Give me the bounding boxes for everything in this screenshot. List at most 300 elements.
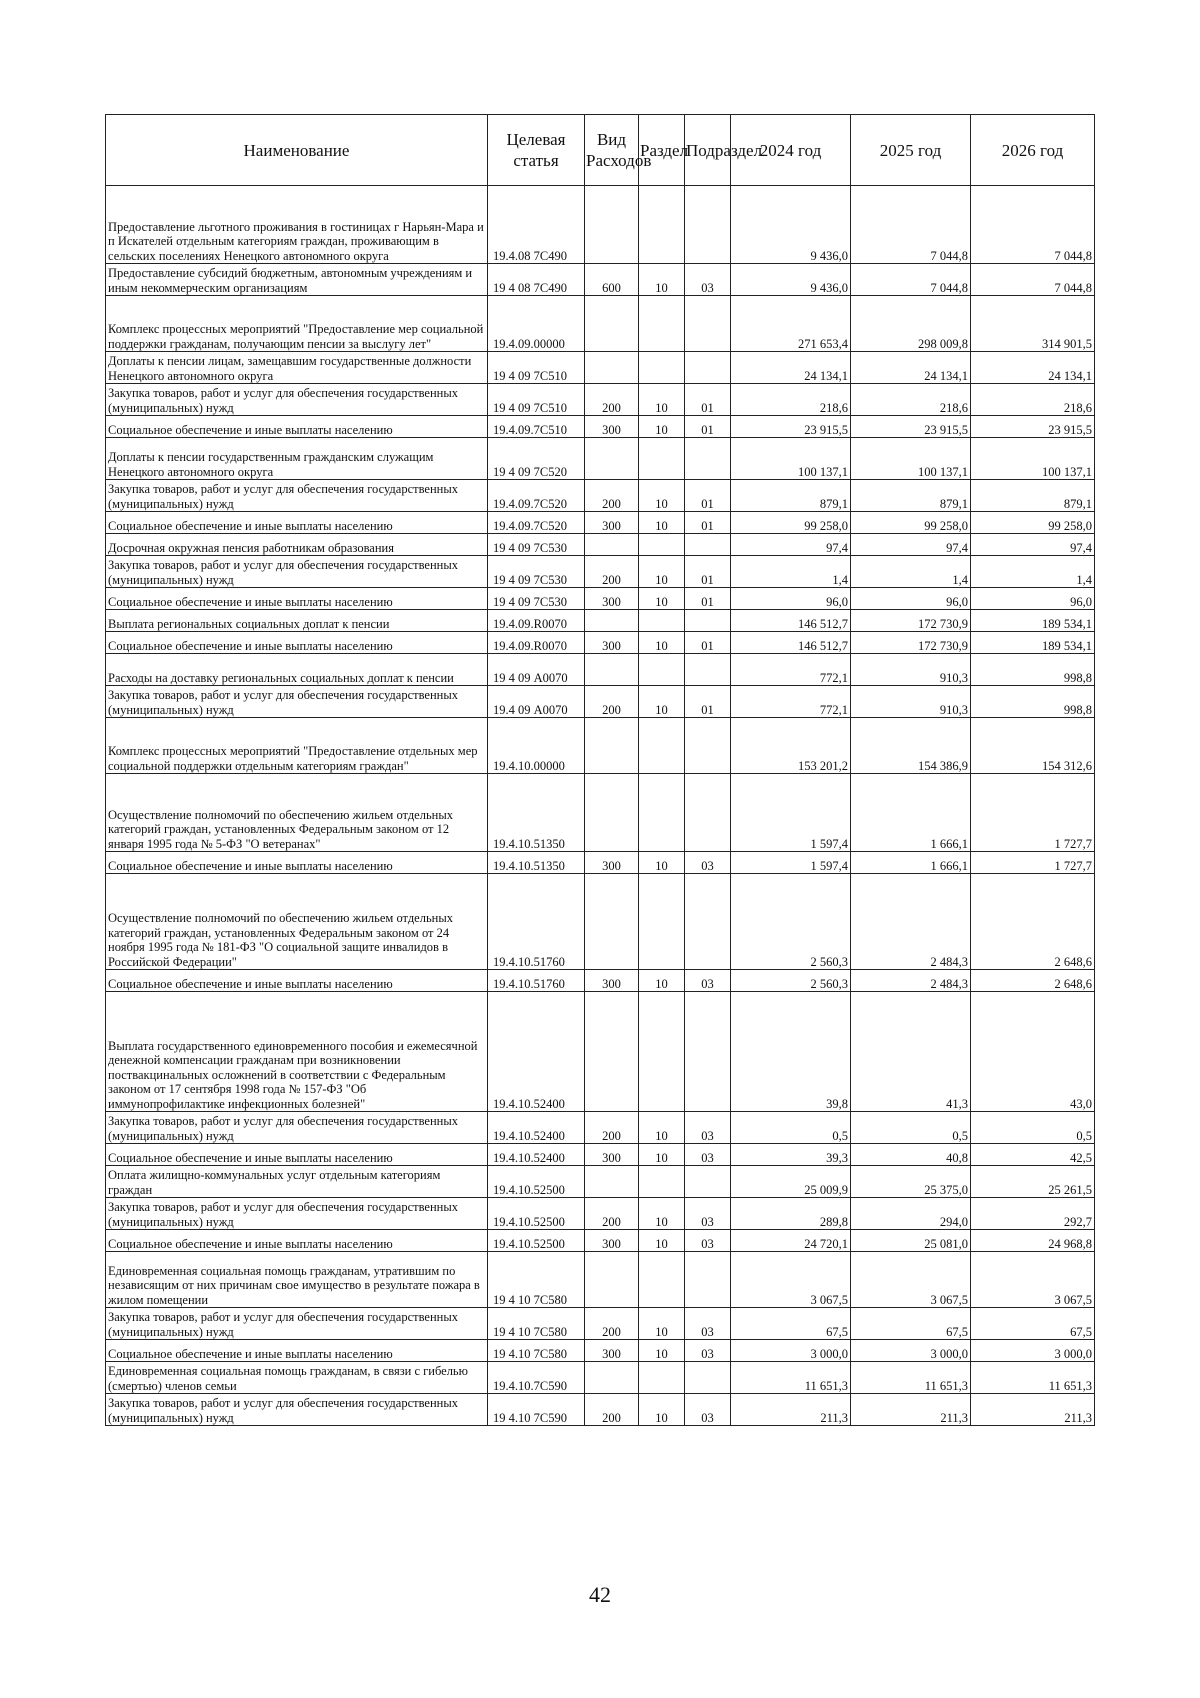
row-section-cell xyxy=(639,534,685,556)
row-section-cell: 10 xyxy=(639,970,685,992)
row-value-2025-cell: 172 730,9 xyxy=(851,610,971,632)
row-value-2026-cell: 43,0 xyxy=(971,992,1095,1112)
row-target-article-cell: 19 4 09 7С510 xyxy=(488,352,585,384)
row-value-2024-cell: 879,1 xyxy=(731,480,851,512)
table-row xyxy=(106,852,1095,874)
header-subsection: Подраздел xyxy=(685,115,731,186)
row-target-article-cell: 19.4.10.51760 xyxy=(488,970,585,992)
row-subsection-cell xyxy=(685,186,731,264)
row-value-2024-cell: 99 258,0 xyxy=(731,512,851,534)
row-section-cell: 10 xyxy=(639,556,685,588)
row-value-2024-cell: 153 201,2 xyxy=(731,718,851,774)
row-section-cell: 10 xyxy=(639,1230,685,1252)
table-row xyxy=(106,416,1095,438)
row-target-article-cell: 19.4.10.52400 xyxy=(488,992,585,1112)
row-subsection-cell: 03 xyxy=(685,1198,731,1230)
row-name-cell: Доплаты к пенсии государственным гражданским служащим Ненецкого автономного округа xyxy=(106,438,488,480)
row-target-article-cell: 19.4.10.51350 xyxy=(488,774,585,852)
row-value-2026-cell: 2 648,6 xyxy=(971,874,1095,970)
row-expense-type-cell xyxy=(585,654,639,686)
row-subsection-cell: 01 xyxy=(685,686,731,718)
row-name-cell: Комплекс процессных мероприятий "Предоставление мер социальной поддержки гражданам, получающим пенсии за выслугу лет" xyxy=(106,296,488,352)
row-value-2026-cell: 2 648,6 xyxy=(971,970,1095,992)
row-name-cell: Досрочная окружная пенсия работникам образования xyxy=(106,534,488,556)
row-value-2025-cell: 298 009,8 xyxy=(851,296,971,352)
row-section-cell: 10 xyxy=(639,416,685,438)
row-value-2025-cell: 97,4 xyxy=(851,534,971,556)
row-name-cell: Социальное обеспечение и иные выплаты населению xyxy=(106,512,488,534)
table-row xyxy=(106,1144,1095,1166)
row-value-2024-cell: 2 560,3 xyxy=(731,970,851,992)
row-expense-type-cell: 300 xyxy=(585,1144,639,1166)
row-value-2025-cell: 211,3 xyxy=(851,1394,971,1426)
row-section-cell xyxy=(639,774,685,852)
row-name-cell: Закупка товаров, работ и услуг для обеспечения государственных (муниципальных) нужд xyxy=(106,686,488,718)
row-section-cell: 10 xyxy=(639,632,685,654)
row-value-2025-cell: 910,3 xyxy=(851,686,971,718)
row-target-article-cell: 19 4 10 7С580 xyxy=(488,1308,585,1340)
row-value-2026-cell: 0,5 xyxy=(971,1112,1095,1144)
table-row xyxy=(106,438,1095,480)
row-target-article-cell: 19.4.10.52500 xyxy=(488,1166,585,1198)
row-subsection-cell xyxy=(685,438,731,480)
row-value-2024-cell: 23 915,5 xyxy=(731,416,851,438)
row-value-2026-cell: 7 044,8 xyxy=(971,264,1095,296)
row-section-cell: 10 xyxy=(639,1340,685,1362)
row-target-article-cell: 19 4 09 А0070 xyxy=(488,654,585,686)
row-name-cell: Социальное обеспечение и иные выплаты населению xyxy=(106,588,488,610)
table-row xyxy=(106,1362,1095,1394)
row-name-cell: Социальное обеспечение и иные выплаты населению xyxy=(106,852,488,874)
row-name-cell: Социальное обеспечение и иные выплаты населению xyxy=(106,416,488,438)
row-name-cell: Закупка товаров, работ и услуг для обеспечения государственных (муниципальных) нужд xyxy=(106,480,488,512)
row-section-cell: 10 xyxy=(639,264,685,296)
row-value-2024-cell: 2 560,3 xyxy=(731,874,851,970)
row-subsection-cell xyxy=(685,1362,731,1394)
row-section-cell: 10 xyxy=(639,1394,685,1426)
row-target-article-cell: 19 4.10 7С590 xyxy=(488,1394,585,1426)
row-target-article-cell: 19 4 10 7С580 xyxy=(488,1252,585,1308)
row-section-cell xyxy=(639,874,685,970)
row-subsection-cell: 01 xyxy=(685,556,731,588)
row-section-cell: 10 xyxy=(639,1112,685,1144)
row-subsection-cell xyxy=(685,774,731,852)
row-value-2024-cell: 218,6 xyxy=(731,384,851,416)
row-target-article-cell: 19.4.09.00000 xyxy=(488,296,585,352)
row-section-cell: 10 xyxy=(639,1308,685,1340)
row-section-cell: 10 xyxy=(639,686,685,718)
row-value-2025-cell: 2 484,3 xyxy=(851,874,971,970)
row-target-article-cell: 19.4.10.51760 xyxy=(488,874,585,970)
row-target-article-cell: 19.4.09.R0070 xyxy=(488,610,585,632)
row-value-2024-cell: 211,3 xyxy=(731,1394,851,1426)
row-target-article-cell: 19.4.09.R0070 xyxy=(488,632,585,654)
row-value-2025-cell: 172 730,9 xyxy=(851,632,971,654)
row-subsection-cell: 03 xyxy=(685,1340,731,1362)
table-row xyxy=(106,1340,1095,1362)
row-target-article-cell: 19.4.10.00000 xyxy=(488,718,585,774)
table-row xyxy=(106,588,1095,610)
table-body xyxy=(106,186,1095,1426)
row-value-2024-cell: 24 720,1 xyxy=(731,1230,851,1252)
row-target-article-cell: 19 4 09 7С510 xyxy=(488,384,585,416)
table-row xyxy=(106,384,1095,416)
row-value-2025-cell: 154 386,9 xyxy=(851,718,971,774)
budget-table xyxy=(105,114,1095,1426)
table-row xyxy=(106,874,1095,970)
row-value-2024-cell: 1 597,4 xyxy=(731,852,851,874)
row-value-2025-cell: 23 915,5 xyxy=(851,416,971,438)
row-expense-type-cell xyxy=(585,774,639,852)
row-section-cell xyxy=(639,992,685,1112)
row-value-2024-cell: 0,5 xyxy=(731,1112,851,1144)
row-section-cell xyxy=(639,438,685,480)
table-row xyxy=(106,632,1095,654)
row-name-cell: Выплата государственного единовременного пособия и ежемесячной денежной компенсации гражданам при возникновении поствакцинальных осложнений в соответствии с Федеральным законом от 17 сентября 1998 года № 157-ФЗ "Об иммунопрофилактике инфекционных болезней" xyxy=(106,992,488,1112)
row-value-2024-cell: 3 067,5 xyxy=(731,1252,851,1308)
row-expense-type-cell xyxy=(585,1252,639,1308)
row-value-2026-cell: 97,4 xyxy=(971,534,1095,556)
row-target-article-cell: 19.4.10.52500 xyxy=(488,1230,585,1252)
row-section-cell: 10 xyxy=(639,852,685,874)
row-name-cell: Закупка товаров, работ и услуг для обеспечения государственных (муниципальных) нужд xyxy=(106,1394,488,1426)
row-value-2026-cell: 189 534,1 xyxy=(971,610,1095,632)
row-value-2026-cell: 99 258,0 xyxy=(971,512,1095,534)
row-value-2025-cell: 41,3 xyxy=(851,992,971,1112)
row-value-2026-cell: 211,3 xyxy=(971,1394,1095,1426)
row-subsection-cell: 03 xyxy=(685,264,731,296)
row-name-cell: Закупка товаров, работ и услуг для обеспечения государственных (муниципальных) нужд xyxy=(106,556,488,588)
header-year-2024: 2024 год xyxy=(731,115,851,186)
row-value-2024-cell: 25 009,9 xyxy=(731,1166,851,1198)
row-value-2026-cell: 218,6 xyxy=(971,384,1095,416)
row-subsection-cell: 03 xyxy=(685,1144,731,1166)
row-section-cell: 10 xyxy=(639,384,685,416)
row-value-2026-cell: 154 312,6 xyxy=(971,718,1095,774)
row-target-article-cell: 19 4 09 7С530 xyxy=(488,556,585,588)
row-expense-type-cell xyxy=(585,718,639,774)
row-value-2026-cell: 189 534,1 xyxy=(971,632,1095,654)
row-expense-type-cell xyxy=(585,992,639,1112)
row-name-cell: Единовременная социальная помощь гражданам, утратившим по независящим от них причинам свое имущество в результате пожара в жилом помещении xyxy=(106,1252,488,1308)
row-value-2024-cell: 146 512,7 xyxy=(731,610,851,632)
row-target-article-cell: 19.4.10.52400 xyxy=(488,1112,585,1144)
row-expense-type-cell xyxy=(585,438,639,480)
row-expense-type-cell: 300 xyxy=(585,1340,639,1362)
row-name-cell: Закупка товаров, работ и услуг для обеспечения государственных (муниципальных) нужд xyxy=(106,384,488,416)
row-value-2026-cell: 1 727,7 xyxy=(971,852,1095,874)
row-value-2026-cell: 42,5 xyxy=(971,1144,1095,1166)
row-expense-type-cell xyxy=(585,296,639,352)
row-value-2026-cell: 1 727,7 xyxy=(971,774,1095,852)
row-subsection-cell: 01 xyxy=(685,588,731,610)
budget-table-sheet xyxy=(105,114,1094,1426)
row-value-2024-cell: 9 436,0 xyxy=(731,186,851,264)
row-subsection-cell: 03 xyxy=(685,1230,731,1252)
row-value-2025-cell: 11 651,3 xyxy=(851,1362,971,1394)
row-subsection-cell xyxy=(685,534,731,556)
row-target-article-cell: 19.4.10.51350 xyxy=(488,852,585,874)
row-name-cell: Социальное обеспечение и иные выплаты населению xyxy=(106,632,488,654)
row-value-2024-cell: 289,8 xyxy=(731,1198,851,1230)
row-section-cell xyxy=(639,1362,685,1394)
row-value-2025-cell: 910,3 xyxy=(851,654,971,686)
row-value-2024-cell: 11 651,3 xyxy=(731,1362,851,1394)
row-name-cell: Расходы на доставку региональных социальных доплат к пенсии xyxy=(106,654,488,686)
row-value-2025-cell: 24 134,1 xyxy=(851,352,971,384)
row-section-cell: 10 xyxy=(639,1198,685,1230)
table-row xyxy=(106,480,1095,512)
row-subsection-cell: 03 xyxy=(685,1308,731,1340)
row-value-2026-cell: 96,0 xyxy=(971,588,1095,610)
row-subsection-cell xyxy=(685,352,731,384)
row-expense-type-cell xyxy=(585,1362,639,1394)
row-expense-type-cell: 200 xyxy=(585,1394,639,1426)
table-row xyxy=(106,992,1095,1112)
row-value-2025-cell: 25 081,0 xyxy=(851,1230,971,1252)
row-section-cell xyxy=(639,296,685,352)
row-expense-type-cell: 200 xyxy=(585,1112,639,1144)
row-subsection-cell xyxy=(685,992,731,1112)
row-value-2024-cell: 1 597,4 xyxy=(731,774,851,852)
table-row xyxy=(106,774,1095,852)
table-row xyxy=(106,352,1095,384)
row-expense-type-cell: 300 xyxy=(585,588,639,610)
table-row xyxy=(106,970,1095,992)
table-row xyxy=(106,512,1095,534)
row-value-2024-cell: 100 137,1 xyxy=(731,438,851,480)
table-row xyxy=(106,610,1095,632)
header-year-2026: 2026 год xyxy=(971,115,1095,186)
row-subsection-cell: 01 xyxy=(685,512,731,534)
row-name-cell: Социальное обеспечение и иные выплаты населению xyxy=(106,1340,488,1362)
row-subsection-cell: 03 xyxy=(685,852,731,874)
row-expense-type-cell: 300 xyxy=(585,852,639,874)
row-target-article-cell: 19 4 09 7С530 xyxy=(488,588,585,610)
row-value-2026-cell: 292,7 xyxy=(971,1198,1095,1230)
row-section-cell xyxy=(639,718,685,774)
table-row xyxy=(106,1230,1095,1252)
row-name-cell: Единовременная социальная помощь гражданам, в связи с гибелью (смертью) членов семьи xyxy=(106,1362,488,1394)
row-name-cell: Закупка товаров, работ и услуг для обеспечения государственных (муниципальных) нужд xyxy=(106,1308,488,1340)
table-row xyxy=(106,1394,1095,1426)
row-target-article-cell: 19.4.09.7С520 xyxy=(488,480,585,512)
row-target-article-cell: 19.4.10.52500 xyxy=(488,1198,585,1230)
row-value-2026-cell: 24 134,1 xyxy=(971,352,1095,384)
row-value-2025-cell: 294,0 xyxy=(851,1198,971,1230)
row-name-cell: Закупка товаров, работ и услуг для обеспечения государственных (муниципальных) нужд xyxy=(106,1198,488,1230)
row-target-article-cell: 19.4.09.7С520 xyxy=(488,512,585,534)
row-subsection-cell xyxy=(685,1166,731,1198)
row-value-2024-cell: 96,0 xyxy=(731,588,851,610)
row-target-article-cell: 19.4 09 А0070 xyxy=(488,686,585,718)
header-name: Наименование xyxy=(106,115,488,186)
row-expense-type-cell: 300 xyxy=(585,512,639,534)
row-expense-type-cell: 200 xyxy=(585,384,639,416)
row-value-2024-cell: 24 134,1 xyxy=(731,352,851,384)
row-name-cell: Предоставление льготного проживания в гостиницах г Нарьян-Мара и п Искателей отдельным категориям граждан, проживающим в сельских поселениях Ненецкого автономного округа xyxy=(106,186,488,264)
row-target-article-cell: 19 4 09 7С520 xyxy=(488,438,585,480)
row-subsection-cell: 03 xyxy=(685,970,731,992)
row-value-2026-cell: 1,4 xyxy=(971,556,1095,588)
header-expense-type: Вид Расходов xyxy=(585,115,639,186)
row-expense-type-cell xyxy=(585,874,639,970)
row-target-article-cell: 19 4 08 7С490 xyxy=(488,264,585,296)
table-header-row xyxy=(106,115,1095,186)
row-value-2024-cell: 271 653,4 xyxy=(731,296,851,352)
row-section-cell xyxy=(639,654,685,686)
table-row xyxy=(106,296,1095,352)
row-section-cell xyxy=(639,610,685,632)
row-expense-type-cell: 200 xyxy=(585,556,639,588)
row-value-2025-cell: 67,5 xyxy=(851,1308,971,1340)
row-value-2025-cell: 96,0 xyxy=(851,588,971,610)
row-value-2026-cell: 67,5 xyxy=(971,1308,1095,1340)
row-value-2024-cell: 772,1 xyxy=(731,686,851,718)
row-value-2024-cell: 67,5 xyxy=(731,1308,851,1340)
table-row xyxy=(106,1198,1095,1230)
row-section-cell xyxy=(639,1166,685,1198)
page-number: 42 xyxy=(589,1582,611,1607)
row-name-cell: Предоставление субсидий бюджетным, автономным учреждениям и иным некоммерческим организациям xyxy=(106,264,488,296)
row-subsection-cell xyxy=(685,874,731,970)
row-value-2025-cell: 879,1 xyxy=(851,480,971,512)
row-value-2026-cell: 998,8 xyxy=(971,654,1095,686)
row-target-article-cell: 19.4.10.7С590 xyxy=(488,1362,585,1394)
row-target-article-cell: 19 4 09 7С530 xyxy=(488,534,585,556)
row-subsection-cell xyxy=(685,1252,731,1308)
row-expense-type-cell xyxy=(585,186,639,264)
row-expense-type-cell: 300 xyxy=(585,1230,639,1252)
row-target-article-cell: 19.4.08 7С490 xyxy=(488,186,585,264)
row-value-2026-cell: 100 137,1 xyxy=(971,438,1095,480)
row-expense-type-cell: 200 xyxy=(585,1198,639,1230)
row-value-2025-cell: 7 044,8 xyxy=(851,264,971,296)
row-section-cell: 10 xyxy=(639,512,685,534)
row-value-2025-cell: 7 044,8 xyxy=(851,186,971,264)
row-target-article-cell: 19.4.10.52400 xyxy=(488,1144,585,1166)
row-expense-type-cell: 300 xyxy=(585,632,639,654)
row-value-2025-cell: 25 375,0 xyxy=(851,1166,971,1198)
row-value-2026-cell: 998,8 xyxy=(971,686,1095,718)
row-value-2025-cell: 0,5 xyxy=(851,1112,971,1144)
table-row xyxy=(106,654,1095,686)
row-value-2026-cell: 7 044,8 xyxy=(971,186,1095,264)
row-value-2026-cell: 3 067,5 xyxy=(971,1252,1095,1308)
row-value-2025-cell: 40,8 xyxy=(851,1144,971,1166)
row-value-2025-cell: 3 000,0 xyxy=(851,1340,971,1362)
row-expense-type-cell xyxy=(585,1166,639,1198)
row-value-2026-cell: 879,1 xyxy=(971,480,1095,512)
row-value-2025-cell: 100 137,1 xyxy=(851,438,971,480)
row-value-2025-cell: 1 666,1 xyxy=(851,774,971,852)
row-value-2025-cell: 99 258,0 xyxy=(851,512,971,534)
row-value-2025-cell: 218,6 xyxy=(851,384,971,416)
row-expense-type-cell: 200 xyxy=(585,686,639,718)
row-value-2026-cell: 23 915,5 xyxy=(971,416,1095,438)
table-row xyxy=(106,1112,1095,1144)
row-expense-type-cell xyxy=(585,352,639,384)
row-section-cell xyxy=(639,1252,685,1308)
table-row xyxy=(106,534,1095,556)
row-value-2026-cell: 25 261,5 xyxy=(971,1166,1095,1198)
row-expense-type-cell: 200 xyxy=(585,480,639,512)
table-row xyxy=(106,186,1095,264)
row-name-cell: Комплекс процессных мероприятий "Предоставление отдельных мер социальной поддержки отдельным категориям граждан" xyxy=(106,718,488,774)
row-name-cell: Доплаты к пенсии лицам, замещавшим государственные должности Ненецкого автономного округа xyxy=(106,352,488,384)
row-name-cell: Оплата жилищно-коммунальных услуг отдельным категориям граждан xyxy=(106,1166,488,1198)
row-value-2024-cell: 9 436,0 xyxy=(731,264,851,296)
header-section: Раздел xyxy=(639,115,685,186)
row-value-2024-cell: 39,3 xyxy=(731,1144,851,1166)
row-expense-type-cell: 300 xyxy=(585,970,639,992)
row-value-2025-cell: 1 666,1 xyxy=(851,852,971,874)
table-row xyxy=(106,1308,1095,1340)
row-subsection-cell: 01 xyxy=(685,384,731,416)
header-target-article: Целевая статья xyxy=(488,115,585,186)
row-target-article-cell: 19.4.09.7С510 xyxy=(488,416,585,438)
table-row xyxy=(106,1252,1095,1308)
row-expense-type-cell xyxy=(585,610,639,632)
row-name-cell: Выплата региональных социальных доплат к пенсии xyxy=(106,610,488,632)
row-subsection-cell: 01 xyxy=(685,480,731,512)
row-subsection-cell: 01 xyxy=(685,416,731,438)
header-year-2025: 2025 год xyxy=(851,115,971,186)
row-value-2024-cell: 146 512,7 xyxy=(731,632,851,654)
row-expense-type-cell: 300 xyxy=(585,416,639,438)
row-subsection-cell xyxy=(685,296,731,352)
row-name-cell: Осуществление полномочий по обеспечению жильем отдельных категорий граждан, установленных Федеральным законом от 12 января 1995 года № 5-ФЗ "О ветеранах" xyxy=(106,774,488,852)
row-expense-type-cell: 600 xyxy=(585,264,639,296)
row-name-cell: Социальное обеспечение и иные выплаты населению xyxy=(106,1144,488,1166)
table-row xyxy=(106,686,1095,718)
row-subsection-cell: 01 xyxy=(685,632,731,654)
row-value-2026-cell: 11 651,3 xyxy=(971,1362,1095,1394)
table-row xyxy=(106,718,1095,774)
row-subsection-cell xyxy=(685,610,731,632)
row-name-cell: Осуществление полномочий по обеспечению жильем отдельных категорий граждан, установленных Федеральным законом от 24 ноября 1995 года № 181-ФЗ "О социальной защите инвалидов в Российской Федерации" xyxy=(106,874,488,970)
row-subsection-cell: 03 xyxy=(685,1112,731,1144)
table-row xyxy=(106,556,1095,588)
row-value-2026-cell: 24 968,8 xyxy=(971,1230,1095,1252)
row-value-2025-cell: 3 067,5 xyxy=(851,1252,971,1308)
row-section-cell: 10 xyxy=(639,480,685,512)
row-value-2024-cell: 3 000,0 xyxy=(731,1340,851,1362)
row-target-article-cell: 19 4.10 7С580 xyxy=(488,1340,585,1362)
row-value-2024-cell: 39,8 xyxy=(731,992,851,1112)
row-section-cell xyxy=(639,186,685,264)
row-section-cell xyxy=(639,352,685,384)
row-expense-type-cell xyxy=(585,534,639,556)
table-row xyxy=(106,1166,1095,1198)
row-value-2025-cell: 2 484,3 xyxy=(851,970,971,992)
row-value-2024-cell: 97,4 xyxy=(731,534,851,556)
row-subsection-cell xyxy=(685,654,731,686)
row-name-cell: Социальное обеспечение и иные выплаты населению xyxy=(106,1230,488,1252)
row-value-2024-cell: 772,1 xyxy=(731,654,851,686)
row-value-2025-cell: 1,4 xyxy=(851,556,971,588)
row-value-2026-cell: 314 901,5 xyxy=(971,296,1095,352)
row-subsection-cell xyxy=(685,718,731,774)
row-section-cell: 10 xyxy=(639,1144,685,1166)
row-value-2024-cell: 1,4 xyxy=(731,556,851,588)
row-name-cell: Закупка товаров, работ и услуг для обеспечения государственных (муниципальных) нужд xyxy=(106,1112,488,1144)
row-subsection-cell: 03 xyxy=(685,1394,731,1426)
row-name-cell: Социальное обеспечение и иные выплаты населению xyxy=(106,970,488,992)
row-value-2026-cell: 3 000,0 xyxy=(971,1340,1095,1362)
row-expense-type-cell: 200 xyxy=(585,1308,639,1340)
row-section-cell: 10 xyxy=(639,588,685,610)
